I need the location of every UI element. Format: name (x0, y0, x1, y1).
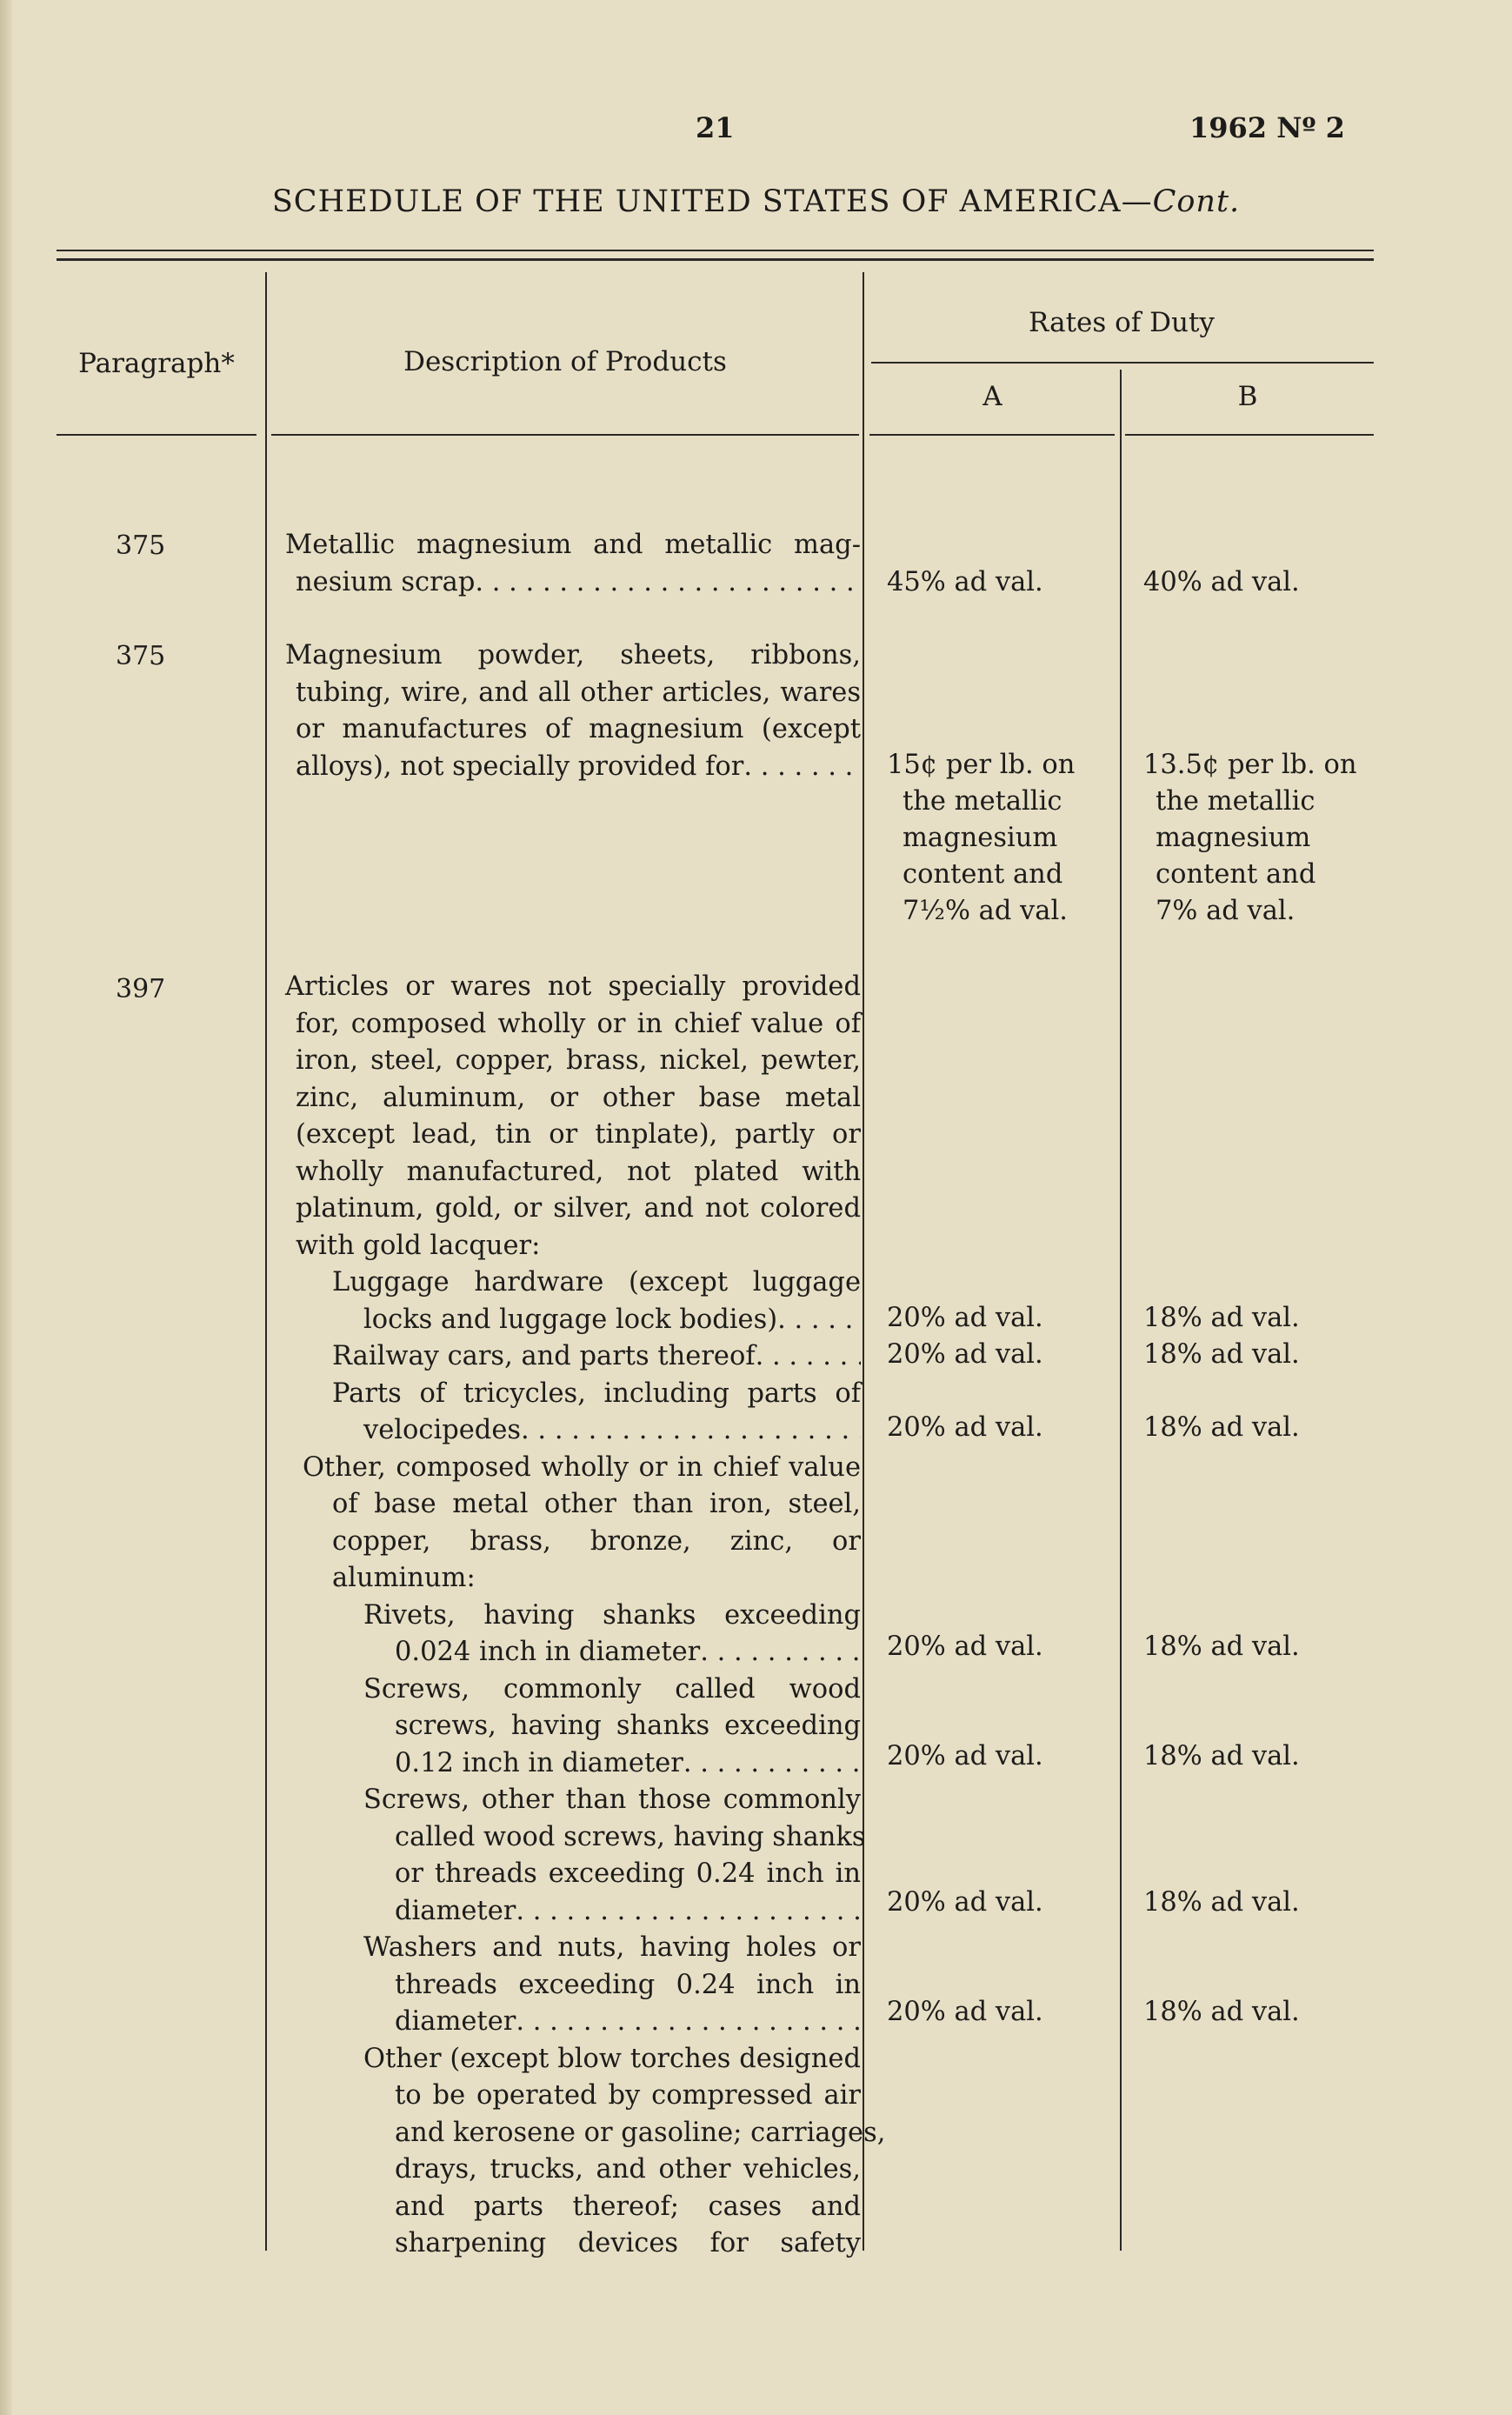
header-bottom-rule-3 (869, 434, 1115, 436)
leader-dots (683, 1745, 861, 1783)
description-line (285, 2004, 861, 2041)
description-line: wholly manufactured, not plated with (296, 1156, 861, 1187)
leader-dots (700, 1634, 861, 1671)
rate-line: content and (1156, 859, 1316, 890)
description-line: threads exceeding 0.24 inch in (395, 1969, 861, 2000)
rate-line: magnesium (1156, 823, 1311, 853)
rate-a-block (887, 747, 1075, 930)
header-col-a: A (982, 381, 1002, 412)
paragraph-number: 397 (116, 974, 166, 1004)
description-line: called wood screws, having shanks (395, 1821, 866, 1852)
description-line: of base metal other than iron, steel, (332, 1489, 861, 1519)
description-line (285, 1412, 861, 1450)
description-text: nesium scrap (296, 566, 476, 597)
rate-line: magnesium (903, 823, 1058, 853)
description-line (285, 1745, 861, 1783)
rate-a: 20% ad val. (887, 1741, 1043, 1771)
description-line (285, 749, 861, 786)
description-line: for, composed wholly or in chief value of (296, 1008, 861, 1039)
paragraph-number: 375 (116, 641, 166, 671)
rate-line: 15¢ per lb. on (887, 750, 1076, 780)
leader-dots (516, 2004, 861, 2041)
description-text: velocipedes (363, 1415, 522, 1445)
rate-b: 18% ad val. (1143, 1339, 1300, 1370)
description-text: alloys), not specially provided for (296, 751, 744, 782)
description-line (285, 1893, 861, 1931)
description-line: Metallic magnesium and metallic mag- (285, 530, 861, 560)
header-bottom-rule-1 (57, 434, 256, 436)
rate-a: 20% ad val. (887, 1997, 1043, 2027)
description-line: drays, trucks, and other vehicles, (395, 2154, 861, 2185)
rate-line: 7% ad val. (1156, 896, 1296, 926)
rate-a: 20% ad val. (887, 1303, 1043, 1333)
description-line: iron, steel, copper, brass, nickel, pewter, (296, 1045, 861, 1076)
description-line: (except lead, tin or tinplate), partly or (296, 1119, 861, 1150)
rate-line: content and (903, 859, 1063, 890)
description-line: or manufactures of magnesium (except (296, 714, 861, 744)
header-rates: Rates of Duty (1029, 307, 1215, 338)
rate-a: 20% ad val. (887, 1887, 1043, 1918)
rate-b: 18% ad val. (1143, 1303, 1300, 1333)
leader-dots (743, 749, 861, 786)
description-line: copper, brass, bronze, zinc, or (332, 1525, 861, 1557)
page-title (0, 184, 1512, 219)
description-text: 0.024 inch in diameter (395, 1637, 701, 1667)
leader-dots (756, 1338, 861, 1376)
description-line: and kerosene or gasoline; carriages, (395, 2117, 886, 2148)
description-line: Screws, other than those commonly (363, 1785, 861, 1815)
description-line: and parts thereof; cases and (395, 2191, 861, 2222)
column-divider-3 (1120, 370, 1122, 2251)
description-line (285, 1634, 861, 1671)
description-text: diameter (395, 1895, 516, 1926)
rate-b: 18% ad val. (1143, 1631, 1300, 1662)
header-bottom-rule-4 (1125, 434, 1374, 436)
description-text: diameter (395, 2006, 516, 2037)
title-suffix: Cont. (1152, 184, 1241, 219)
description-line: Other (except blow torches designed (363, 2043, 861, 2074)
rate-line: 7½% ad val. (903, 896, 1068, 926)
rate-b-block (1143, 747, 1357, 930)
description-line: Articles or wares not specially provided (285, 971, 861, 1002)
rate-line: 13.5¢ per lb. on (1143, 750, 1357, 780)
description-line: Other, composed wholly or in chief value (303, 1451, 861, 1483)
leader-dots (516, 1893, 861, 1931)
description-line: Luggage hardware (except luggage (332, 1267, 861, 1298)
rate-b: 18% ad val. (1143, 1887, 1300, 1918)
header-paragraph: Paragraph* (78, 348, 235, 379)
description-line: Parts of tricycles, including parts of (332, 1378, 861, 1409)
rate-b: 18% ad val. (1143, 1412, 1300, 1443)
column-divider-2 (863, 272, 864, 2251)
column-divider-1 (265, 272, 267, 2251)
description-line: Magnesium powder, sheets, ribbons, (285, 640, 861, 670)
description-line: aluminum: (332, 1563, 476, 1593)
description-block (285, 969, 886, 2263)
rate-line: the metallic (903, 786, 1062, 817)
description-line: with gold lacquer: (296, 1230, 541, 1261)
description-line: or threads exceeding 0.24 inch in (395, 1858, 861, 1889)
rate-a: 45% ad val. (887, 567, 1043, 597)
description-text: 0.12 inch in diameter (395, 1747, 683, 1778)
description-line: zinc, aluminum, or other base metal (296, 1082, 861, 1113)
page-number: 21 (696, 111, 735, 144)
header-description: Description of Products (403, 346, 727, 377)
rate-a: 20% ad val. (887, 1412, 1043, 1443)
description-line (285, 1338, 861, 1376)
description-text: Railway cars, and parts thereof (332, 1341, 756, 1371)
paragraph-number: 375 (116, 530, 166, 561)
description-line: tubing, wire, and all other articles, wares (296, 677, 861, 708)
description-block (285, 527, 861, 601)
description-text: locks and luggage lock bodies) (363, 1304, 778, 1335)
rate-b: 18% ad val. (1143, 1997, 1300, 2027)
description-line (285, 1302, 861, 1339)
description-line (285, 564, 861, 602)
leader-dots (475, 564, 861, 602)
description-block (285, 637, 861, 785)
rate-line: the metallic (1156, 786, 1316, 817)
description-line: platinum, gold, or silver, and not colored (296, 1193, 861, 1224)
rates-rule (871, 362, 1374, 364)
top-rule-1 (57, 250, 1374, 251)
rate-a: 20% ad val. (887, 1339, 1043, 1370)
page-edge (0, 0, 12, 2415)
leader-dots (521, 1412, 861, 1450)
header-col-b: B (1237, 381, 1258, 412)
title-main: SCHEDULE OF THE UNITED STATES OF AMERICA— (271, 184, 1153, 219)
header-bottom-rule-2 (271, 434, 859, 436)
leader-dots (777, 1302, 861, 1339)
rate-a: 20% ad val. (887, 1631, 1043, 1662)
rate-b: 18% ad val. (1143, 1741, 1300, 1771)
description-line: Washers and nuts, having holes or (363, 1932, 861, 1963)
description-line: sharpening devices for safety (395, 2228, 861, 2258)
description-line: Screws, commonly called wood (363, 1673, 861, 1705)
rate-b: 40% ad val. (1143, 567, 1300, 597)
description-line: Rivets, having shanks exceeding (363, 1599, 861, 1631)
year-number: 1962 Nº 2 (1189, 111, 1345, 144)
description-line: to be operated by compressed air (395, 2080, 861, 2111)
top-rule-2 (57, 258, 1374, 261)
description-line: screws, having shanks exceeding (395, 1711, 861, 1741)
